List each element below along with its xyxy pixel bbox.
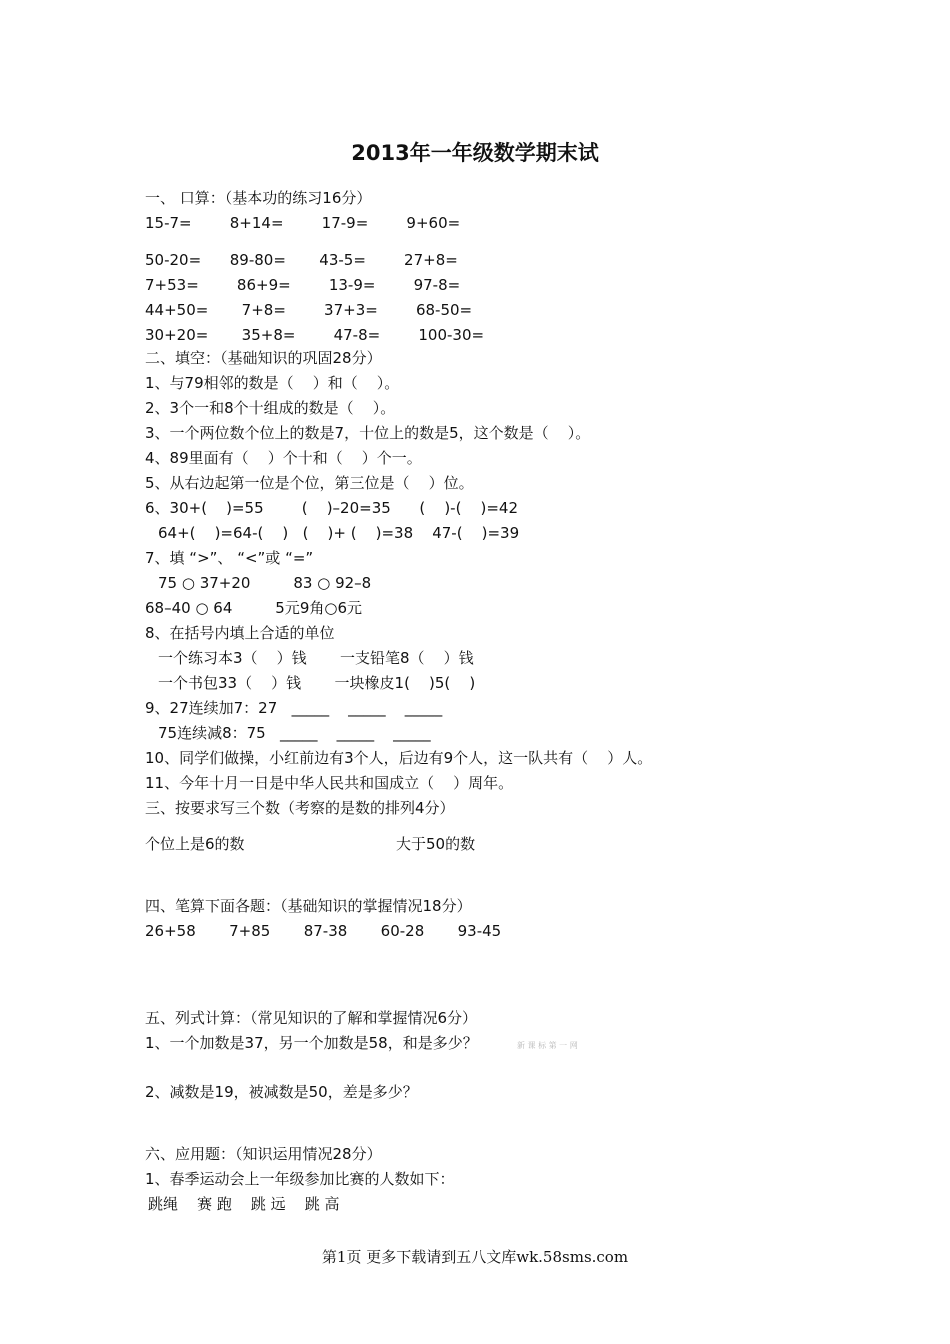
- section-1-heading: 一、 口算：（基本功的练习16分）: [145, 189, 372, 207]
- fill-question-2: 2、3个一和8个十组成的数是（ ）。: [145, 399, 396, 417]
- fill-question-8a: 一个练习本3（ ）钱 一支铅笔8（ ）钱: [158, 649, 474, 667]
- page-footer: 第1页 更多下载请到五八文库wk.58sms.com: [321, 1248, 629, 1266]
- fill-question-7a: 75 ○ 37+20 83 ○ 92–8: [158, 574, 372, 592]
- written-calc-row: 26+58 7+85 87-38 60-28 93-45: [145, 922, 502, 940]
- fill-question-7: 7、填 “>”、 “<”或 “=”: [145, 549, 314, 567]
- fill-question-9b: 75连续减8：75 _____ _____ _____: [158, 724, 431, 742]
- oral-calc-row-3: 7+53= 86+9= 13-9= 97-8=: [145, 276, 461, 294]
- equation-question-1: 1、一个加数是37，另一个加数是58，和是多少？: [145, 1034, 478, 1052]
- application-question-1: 1、春季运动会上一年级参加比赛的人数如下：: [145, 1170, 455, 1188]
- greater-than-fifty-label: 大于50的数: [396, 835, 476, 853]
- oral-calc-row-4: 44+50= 7+8= 37+3= 68-50=: [145, 301, 473, 319]
- fill-question-10: 10、同学们做操，小红前边有3个人，后边有9个人，这一队共有（ ）人。: [145, 749, 653, 767]
- oral-calc-row-5: 30+20= 35+8= 47-8= 100-30=: [145, 326, 485, 344]
- fill-question-4: 4、89里面有（ ）个十和（ ）个一。: [145, 449, 422, 467]
- equation-question-2: 2、减数是19，被减数是50，差是多少？: [145, 1083, 418, 1101]
- fill-question-6b: 64+( )=64-( ) ( )+ ( )=38 47-( )=39: [158, 524, 520, 542]
- fill-question-5: 5、从右边起第一位是个位，第三位是（ ）位。: [145, 474, 474, 492]
- fill-question-1: 1、与79相邻的数是（ ）和（ ）。: [145, 374, 400, 392]
- section-6-heading: 六、应用题：（知识运用情况28分）: [145, 1145, 382, 1163]
- fill-question-7b: 68–40 ○ 64 5元9角○6元: [145, 599, 363, 617]
- section-3-heading: 三、按要求写三个数（考察的是数的排列4分）: [145, 799, 455, 817]
- fill-question-3: 3、一个两位数个位上的数是7，十位上的数是5，这个数是（ ）。: [145, 424, 591, 442]
- oral-calc-row-2: 50-20= 89-80= 43-5= 27+8=: [145, 251, 458, 269]
- fill-question-8: 8、在括号内填上合适的单位: [145, 624, 335, 642]
- fill-question-9a: 9、27连续加7：27 _____ _____ _____: [145, 699, 443, 717]
- section-2-heading: 二、填空：（基础知识的巩固28分）: [145, 349, 382, 367]
- fill-question-8b: 一个书包33（ ）钱 一块橡皮1( )5( ): [158, 674, 476, 692]
- fill-question-11: 11、今年十月一日是中华人民共和国成立（ ）周年。: [145, 774, 514, 792]
- ones-digit-six-label: 个位上是6的数: [145, 835, 245, 853]
- section-4-heading: 四、笔算下面各题：（基础知识的掌握情况18分）: [145, 897, 472, 915]
- section-5-heading: 五、列式计算：（常见知识的了解和掌握情况6分）: [145, 1009, 478, 1027]
- fill-question-6a: 6、30+( )=55 ( )–20=35 ( )-( )=42: [145, 499, 519, 517]
- page-title: 2013年一年级数学期末试: [351, 141, 599, 165]
- watermark-text: 新 课 标 第 一 网: [517, 1041, 578, 1050]
- event-list: 跳绳 赛 跑 跳 远 跳 高: [148, 1195, 340, 1213]
- oral-calc-row-1: 15-7= 8+14= 17-9= 9+60=: [145, 214, 461, 232]
